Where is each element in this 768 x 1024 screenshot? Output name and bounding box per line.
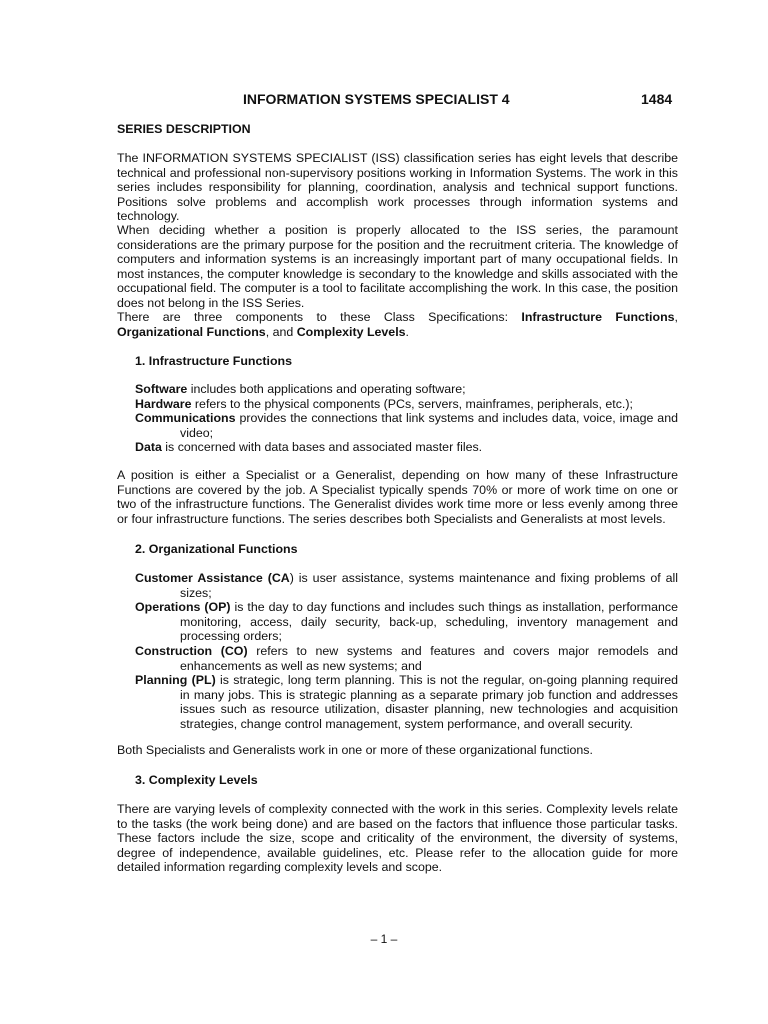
def-text: refers to the physical components (PCs, servers, mainframes, peripherals, etc.); <box>191 396 633 411</box>
series-paragraph-2-text: When deciding whether a position is properly allocated to the ISS series, the paramount considerations are the primary purpose for the position and the recruitment criteria. The knowledge of computers and information systems is an increasingly important part of many occupational fields. In most instances, the computer knowledge is secondary to the knowledge and skills associated with the occupational field. The computer is a tool to facilitate accomplishing the work. In this case, the position does not belong in the ISS Series. <box>117 223 678 310</box>
list-item <box>135 571 678 600</box>
list-item <box>135 600 678 644</box>
title-row <box>0 92 768 110</box>
def-text: is concerned with data bases and associated master files. <box>161 440 483 455</box>
list-item <box>135 411 678 440</box>
list-item <box>135 382 678 397</box>
complexity-heading: 3. Complexity Levels <box>135 773 258 787</box>
def-term: Operations (OP) <box>135 600 231 615</box>
infrastructure-list <box>135 382 678 455</box>
def-text: ) is user assistance, systems maintenance and fixing problems of all sizes; <box>180 571 678 600</box>
para3-end: . <box>405 324 409 339</box>
def-text: provides the connections that link systems and includes data, voice, image and video; <box>180 411 678 440</box>
page-title: INFORMATION SYSTEMS SPECIALIST 4 <box>243 91 510 107</box>
infrastructure-paragraph <box>117 468 678 526</box>
series-paragraph-3-text <box>117 310 678 339</box>
class-code: 1484 <box>641 91 673 107</box>
def-text: is strategic, long term planning. This is not the regular, on-going planning required in many jobs. This is strategic planning as a separate primary job function and addresses issues such as resource utilization, disaster planning, new technologies and acquisition strategies, change control management, system performance, and overall security. <box>180 673 678 731</box>
organizational-heading: 2. Organizational Functions <box>135 542 298 556</box>
term-complexity-levels: Complexity Levels <box>296 324 406 339</box>
def-text: is the day to day functions and includes such things as installation, performance monitoring, access, daily security, back-up, scheduling, inventory management and processing orders; <box>180 600 679 644</box>
page-number: – 1 – <box>370 932 398 946</box>
series-paragraph-1-text: The INFORMATION SYSTEMS SPECIALIST (ISS) classification series has eight levels that describe technical and professional non-supervisory positions working in Information Systems. The work in this series includes responsibility for planning, coordination, analysis and technical support functions. Positions solve problems and accomplish work processes through information systems and technology. <box>117 151 678 224</box>
series-description-heading: SERIES DESCRIPTION <box>117 122 251 136</box>
infrastructure-heading: 1. Infrastructure Functions <box>135 354 292 368</box>
def-term: Construction (CO) <box>135 643 248 658</box>
series-paragraph-1 <box>117 151 678 224</box>
def-term: Software <box>135 382 188 396</box>
para3-prefix: There are three components to these Class Specifications: <box>117 310 522 324</box>
def-text: refers to new systems and features and covers major remodels and enhancements as well as new systems; and <box>180 643 678 673</box>
organizational-paragraph-text: Both Specialists and Generalists work in one or more of these organizational functions. <box>117 743 593 757</box>
para3-sep2: , and <box>265 324 297 339</box>
list-item <box>135 673 678 731</box>
complexity-paragraph <box>117 802 678 875</box>
def-term: Communications <box>135 411 236 426</box>
list-item <box>135 397 678 412</box>
complexity-paragraph-text: There are varying levels of complexity connected with the work in this series. Complexity levels relate to the tasks (the work being done) and are based on the factors that influence those particular tasks. These factors include the size, scope and criticality of the environment, the diversity of systems, degree of independence, available guidelines, etc. Please refer to the allocation guide for more detailed information regarding complexity levels and scope. <box>117 802 678 875</box>
infrastructure-paragraph-text: A position is either a Specialist or a Generalist, depending on how many of these Infrastructure Functions are covered by the job. A Specialist typically spends 70% or more of work time on one or two of the infrastructure functions. The Generalist divides work time more or less evenly among three or four infrastructure functions. The series describes both Specialists and Generalists at most levels. <box>117 468 678 526</box>
def-term: Hardware <box>135 396 192 411</box>
def-text: includes both applications and operating software; <box>187 382 466 396</box>
def-term: Planning (PL) <box>135 673 216 688</box>
term-organizational-functions: Organizational Functions <box>117 324 266 339</box>
organizational-paragraph <box>117 743 678 758</box>
para3-sep1: , <box>674 310 678 324</box>
def-term: Customer Assistance (CA <box>135 571 290 585</box>
list-item <box>135 644 678 673</box>
list-item <box>135 440 678 455</box>
term-infrastructure-functions: Infrastructure Functions <box>521 310 675 324</box>
series-paragraph-2 <box>117 223 678 311</box>
def-term: Data <box>135 440 162 455</box>
series-paragraph-3 <box>117 310 678 339</box>
organizational-list <box>135 571 678 732</box>
